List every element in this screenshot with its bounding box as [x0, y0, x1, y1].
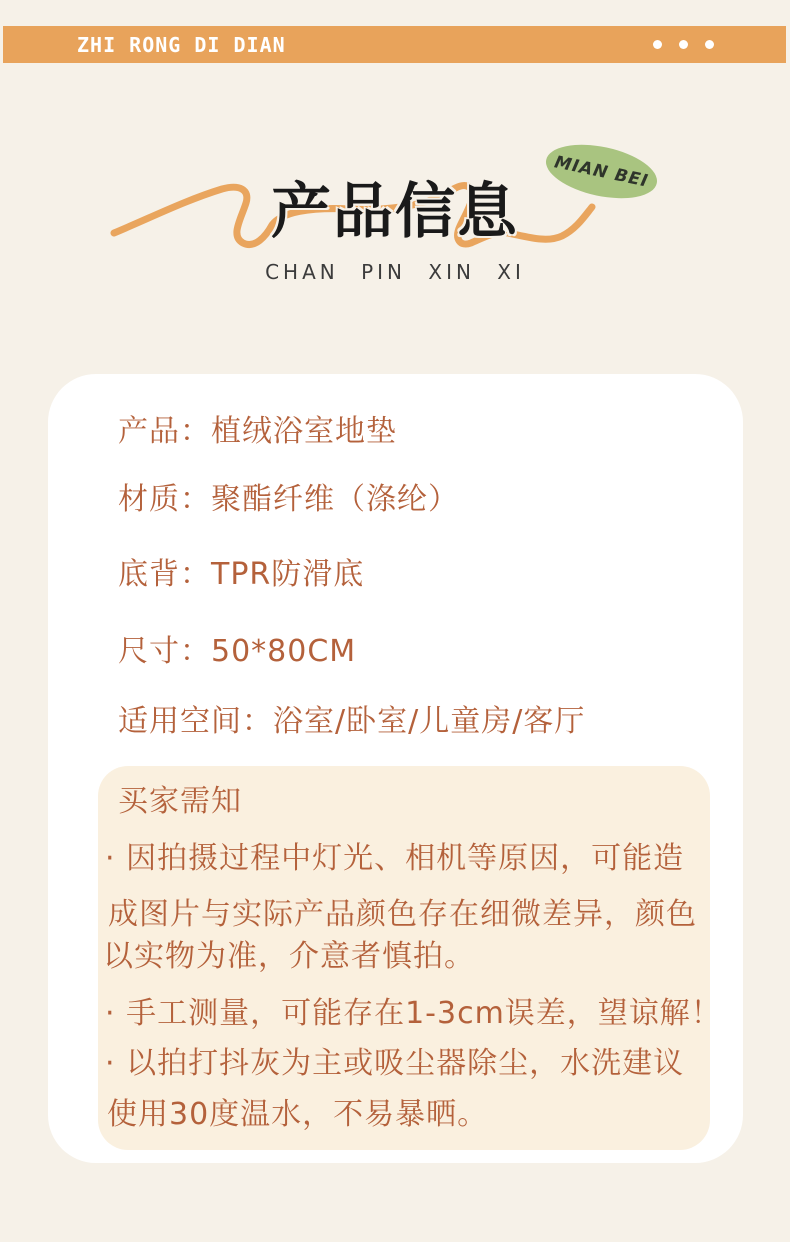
buyer-notice-box — [98, 766, 722, 1150]
buyer-notice-heading: 买家需知 — [118, 784, 242, 819]
spec-row-usage-space: 适用空间：浴室/卧室/儿童房/客厅 — [118, 704, 586, 739]
page-title: 产品信息 — [271, 177, 519, 247]
dot-icon — [653, 40, 662, 49]
badge-label: MIAN BEI — [552, 151, 651, 192]
three-dots-icon — [653, 26, 714, 63]
notice-line: · 因拍摄过程中灯光、相机等原因，可能造 — [105, 841, 685, 876]
spec-row-size: 尺寸：50*80CM — [118, 634, 357, 669]
spec-row-backing: 底背：TPR防滑底 — [118, 557, 365, 592]
notice-line: 使用30度温水，不易暴晒。 — [107, 1097, 489, 1132]
spec-row-product: 产品：植绒浴室地垫 — [118, 414, 397, 449]
spec-row-material: 材质：聚酯纤维（涤纶） — [118, 482, 459, 517]
notice-line: · 手工测量，可能存在1-3cm误差，望谅解！ — [105, 996, 722, 1031]
dot-icon — [705, 40, 714, 49]
notice-line: 成图片与实际产品颜色存在细微差异，颜色 — [108, 897, 697, 932]
brand-name: ZHI RONG DI DIAN — [77, 32, 286, 57]
notice-line: · 以拍打抖灰为主或吸尘器除尘，水洗建议 — [105, 1046, 685, 1081]
page-subtitle: CHAN PIN XIN XI — [265, 260, 525, 284]
brand-bar — [3, 26, 786, 63]
dot-icon — [679, 40, 688, 49]
product-info-card — [48, 374, 743, 1163]
notice-line: 以实物为准，介意者慎拍。 — [103, 939, 475, 974]
